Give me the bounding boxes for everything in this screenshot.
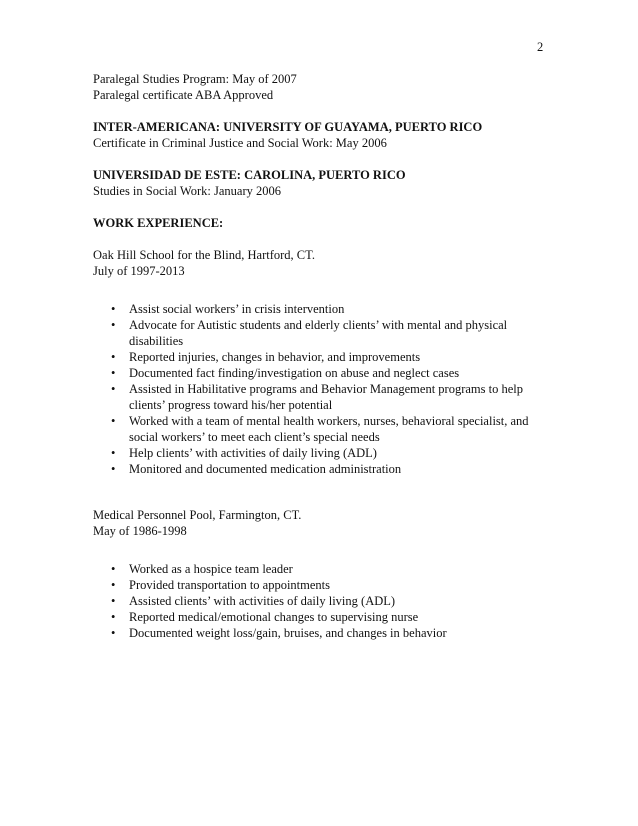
bullet-icon: • [111, 462, 116, 476]
bullet-icon: • [111, 302, 116, 316]
list-item [111, 365, 529, 381]
education-entry [93, 119, 553, 151]
list-item [111, 461, 529, 477]
duty-text: Monitored and documented medication administration [129, 462, 402, 476]
education-entry [93, 167, 553, 199]
job-employer: Medical Personnel Pool, Farmington, CT. [93, 508, 302, 522]
education-entry [93, 71, 553, 103]
job-dates: July of 1997-2013 [93, 264, 185, 278]
education-line: Certificate in Criminal Justice and Social Work: May 2006 [93, 136, 387, 150]
list-item [111, 349, 529, 365]
education-line: Paralegal certificate ABA Approved [93, 88, 274, 102]
bullet-icon: • [111, 578, 116, 592]
education-line: Studies in Social Work: January 2006 [93, 184, 281, 198]
duty-text: Documented fact finding/investigation on abuse and neglect cases [129, 366, 460, 380]
bullet-icon: • [111, 366, 116, 380]
job-duties-list [93, 301, 553, 477]
duty-text: Worked with a team of mental health workers, nurses, behavioral specialist, and social workers’ to meet each client’s special needs [129, 414, 529, 444]
job-employer: Oak Hill School for the Blind, Hartford, CT. [93, 248, 315, 262]
list-item [111, 317, 529, 349]
resume-content [93, 71, 553, 641]
duty-text: Help clients’ with activities of daily living (ADL) [129, 446, 377, 460]
duty-text: Advocate for Autistic students and elderly clients’ with mental and physical disabilities [129, 318, 508, 348]
bullet-icon: • [111, 318, 116, 332]
bullet-icon: • [111, 562, 116, 576]
list-item [111, 413, 529, 445]
school-title: INTER-AMERICANA: UNIVERSITY OF GUAYAMA, PUERTO RICO [93, 120, 483, 134]
duty-text: Reported injuries, changes in behavior, and improvements [129, 350, 421, 364]
job-entry [93, 507, 553, 641]
bullet-icon: • [111, 610, 116, 624]
duty-text: Worked as a hospice team leader [129, 562, 293, 576]
list-item [111, 609, 529, 625]
list-item [111, 577, 529, 593]
list-item [111, 625, 529, 641]
bullet-icon: • [111, 382, 116, 396]
education-line: Paralegal Studies Program: May of 2007 [93, 72, 297, 86]
job-dates: May of 1986-1998 [93, 524, 187, 538]
bullet-icon: • [111, 414, 116, 428]
list-item [111, 445, 529, 461]
bullet-icon: • [111, 350, 116, 364]
bullet-icon: • [111, 446, 116, 460]
duty-text: Assist social workers’ in crisis intervention [129, 302, 345, 316]
page-number: 2 [537, 40, 544, 54]
section-heading-work-experience: WORK EXPERIENCE: [93, 216, 224, 230]
duty-text: Assisted clients’ with activities of daily living (ADL) [129, 594, 396, 608]
list-item [111, 381, 529, 413]
list-item [111, 561, 529, 577]
bullet-icon: • [111, 626, 116, 640]
bullet-icon: • [111, 594, 116, 608]
duty-text: Provided transportation to appointments [129, 578, 331, 592]
list-item [111, 301, 529, 317]
school-title: UNIVERSIDAD DE ESTE: CAROLINA, PUERTO RICO [93, 168, 406, 182]
duty-text: Documented weight loss/gain, bruises, and changes in behavior [129, 626, 447, 640]
job-duties-list [93, 561, 553, 641]
duty-text: Reported medical/emotional changes to supervising nurse [129, 610, 419, 624]
list-item [111, 593, 529, 609]
job-entry [93, 247, 553, 477]
duty-text: Assisted in Habilitative programs and Behavior Management programs to help clients’ progress toward his/her potential [129, 382, 524, 412]
